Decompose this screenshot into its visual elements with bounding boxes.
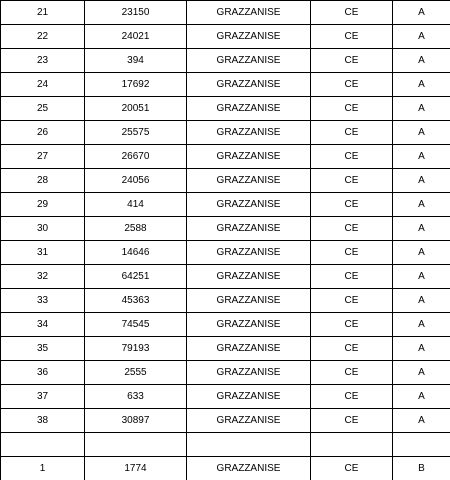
row-number-cell: 23 <box>1 49 85 73</box>
class-cell: A <box>393 97 450 121</box>
row-number-cell: 27 <box>1 145 85 169</box>
class-cell: A <box>393 289 450 313</box>
code-cell: 79193 <box>85 337 187 361</box>
province-cell: CE <box>311 241 393 265</box>
comune-cell: GRAZZANISE <box>187 145 311 169</box>
row-number-cell: 1 <box>1 457 85 480</box>
row-number-cell: 37 <box>1 385 85 409</box>
parcel-table-body <box>1 1 450 480</box>
row-number-cell: 30 <box>1 217 85 241</box>
table-row <box>1 409 450 433</box>
code-cell: 14646 <box>85 241 187 265</box>
province-cell: CE <box>311 145 393 169</box>
comune-cell: GRAZZANISE <box>187 217 311 241</box>
class-cell: A <box>393 25 450 49</box>
comune-cell: GRAZZANISE <box>187 313 311 337</box>
code-cell: 24056 <box>85 169 187 193</box>
class-cell: A <box>393 265 450 289</box>
province-cell: CE <box>311 97 393 121</box>
row-number-cell: 36 <box>1 361 85 385</box>
row-number-cell: 33 <box>1 289 85 313</box>
code-cell: 30897 <box>85 409 187 433</box>
province-cell: CE <box>311 457 393 480</box>
comune-cell: GRAZZANISE <box>187 457 311 480</box>
empty-cell <box>311 433 393 457</box>
table-row <box>1 241 450 265</box>
class-cell: A <box>393 313 450 337</box>
table-row <box>1 313 450 337</box>
class-cell: A <box>393 217 450 241</box>
comune-cell: GRAZZANISE <box>187 265 311 289</box>
comune-cell: GRAZZANISE <box>187 121 311 145</box>
table-row <box>1 385 450 409</box>
code-cell: 2588 <box>85 217 187 241</box>
empty-cell <box>393 433 450 457</box>
class-cell: A <box>393 385 450 409</box>
table-row <box>1 217 450 241</box>
province-cell: CE <box>311 337 393 361</box>
comune-cell: GRAZZANISE <box>187 97 311 121</box>
table-row-final <box>1 457 450 480</box>
code-cell: 20051 <box>85 97 187 121</box>
class-cell: A <box>393 409 450 433</box>
code-cell: 25575 <box>85 121 187 145</box>
comune-cell: GRAZZANISE <box>187 385 311 409</box>
code-cell: 45363 <box>85 289 187 313</box>
table-row <box>1 49 450 73</box>
province-cell: CE <box>311 49 393 73</box>
comune-cell: GRAZZANISE <box>187 25 311 49</box>
comune-cell: GRAZZANISE <box>187 409 311 433</box>
row-number-cell: 22 <box>1 25 85 49</box>
row-number-cell: 34 <box>1 313 85 337</box>
province-cell: CE <box>311 385 393 409</box>
province-cell: CE <box>311 289 393 313</box>
code-cell: 2555 <box>85 361 187 385</box>
class-cell: A <box>393 169 450 193</box>
row-number-cell: 31 <box>1 241 85 265</box>
comune-cell: GRAZZANISE <box>187 289 311 313</box>
province-cell: CE <box>311 313 393 337</box>
row-number-cell: 24 <box>1 73 85 97</box>
comune-cell: GRAZZANISE <box>187 169 311 193</box>
class-cell: B <box>393 457 450 480</box>
comune-cell: GRAZZANISE <box>187 361 311 385</box>
province-cell: CE <box>311 25 393 49</box>
class-cell: A <box>393 193 450 217</box>
province-cell: CE <box>311 1 393 25</box>
table-row <box>1 121 450 145</box>
class-cell: A <box>393 121 450 145</box>
code-cell: 394 <box>85 49 187 73</box>
province-cell: CE <box>311 265 393 289</box>
code-cell: 414 <box>85 193 187 217</box>
row-number-cell: 35 <box>1 337 85 361</box>
comune-cell: GRAZZANISE <box>187 73 311 97</box>
table-row <box>1 265 450 289</box>
row-number-cell: 29 <box>1 193 85 217</box>
empty-separator-row <box>1 433 450 457</box>
row-number-cell: 38 <box>1 409 85 433</box>
row-number-cell: 28 <box>1 169 85 193</box>
class-cell: A <box>393 241 450 265</box>
table-row <box>1 337 450 361</box>
table-row <box>1 193 450 217</box>
table-row <box>1 289 450 313</box>
code-cell: 64251 <box>85 265 187 289</box>
table-row <box>1 169 450 193</box>
class-cell: A <box>393 145 450 169</box>
code-cell: 17692 <box>85 73 187 97</box>
comune-cell: GRAZZANISE <box>187 1 311 25</box>
table-row <box>1 97 450 121</box>
class-cell: A <box>393 49 450 73</box>
class-cell: A <box>393 337 450 361</box>
table-row <box>1 73 450 97</box>
row-number-cell: 25 <box>1 97 85 121</box>
code-cell: 23150 <box>85 1 187 25</box>
comune-cell: GRAZZANISE <box>187 241 311 265</box>
class-cell: A <box>393 73 450 97</box>
table-row <box>1 145 450 169</box>
province-cell: CE <box>311 361 393 385</box>
province-cell: CE <box>311 73 393 97</box>
empty-cell <box>1 433 85 457</box>
row-number-cell: 32 <box>1 265 85 289</box>
province-cell: CE <box>311 121 393 145</box>
code-cell: 74545 <box>85 313 187 337</box>
comune-cell: GRAZZANISE <box>187 337 311 361</box>
table-row <box>1 1 450 25</box>
empty-cell <box>85 433 187 457</box>
empty-cell <box>187 433 311 457</box>
code-cell: 26670 <box>85 145 187 169</box>
comune-cell: GRAZZANISE <box>187 193 311 217</box>
code-cell: 1774 <box>85 457 187 480</box>
province-cell: CE <box>311 169 393 193</box>
row-number-cell: 26 <box>1 121 85 145</box>
row-number-cell: 21 <box>1 1 85 25</box>
class-cell: A <box>393 1 450 25</box>
code-cell: 633 <box>85 385 187 409</box>
table-row <box>1 25 450 49</box>
province-cell: CE <box>311 217 393 241</box>
table-row <box>1 361 450 385</box>
province-cell: CE <box>311 193 393 217</box>
comune-cell: GRAZZANISE <box>187 49 311 73</box>
code-cell: 24021 <box>85 25 187 49</box>
province-cell: CE <box>311 409 393 433</box>
class-cell: A <box>393 361 450 385</box>
